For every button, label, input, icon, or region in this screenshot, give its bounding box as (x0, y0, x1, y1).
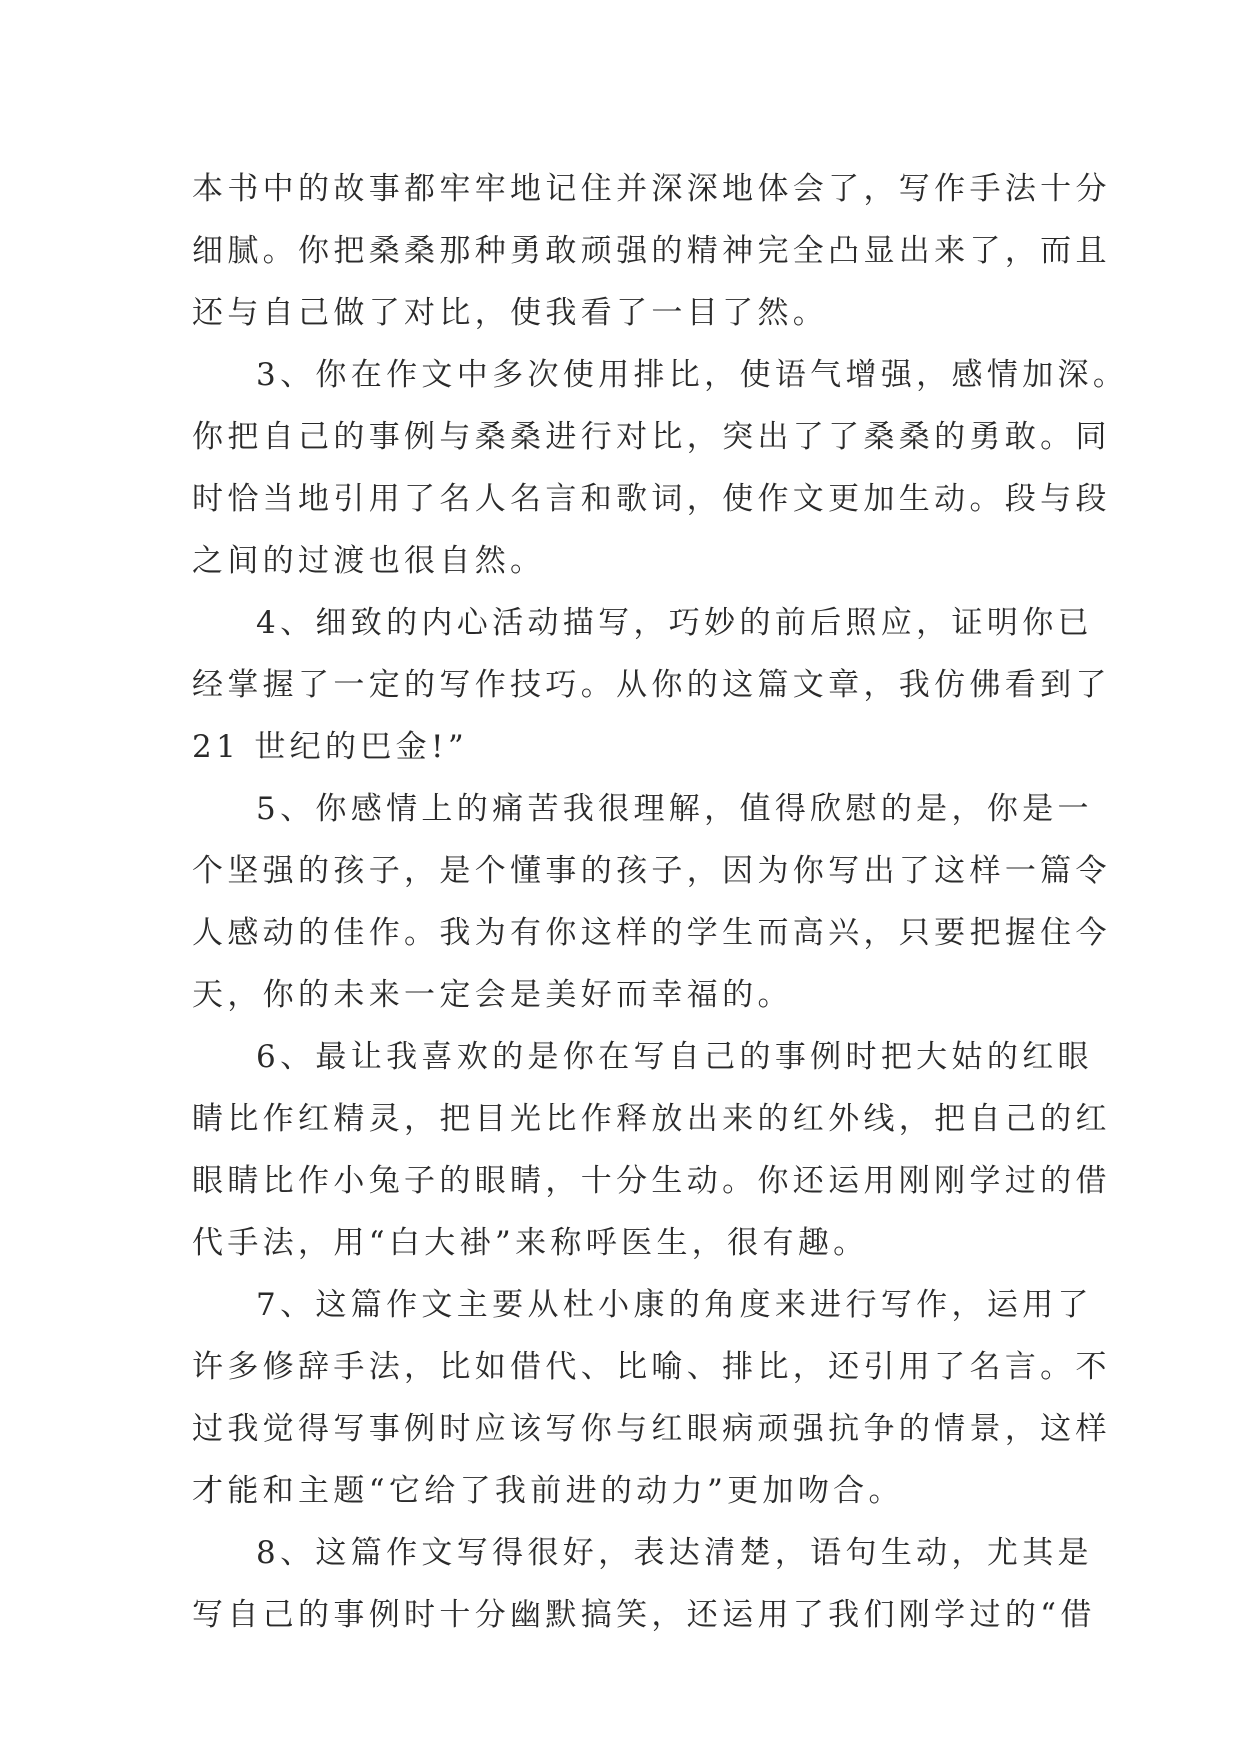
text-line: 睛比作红精灵，把目光比作释放出来的红外线，把自己的红 (192, 1101, 1111, 1137)
text-line: 本书中的故事都牢牢地记住并深深地体会了，写作手法十分 (192, 171, 1111, 207)
paragraph-4-start: 4、细致的内心活动描写，巧妙的前后照应，证明你已 (256, 605, 1093, 641)
text-line: 才能和主题“它给了我前进的动力”更加吻合。 (192, 1473, 904, 1509)
text-line: 还与自己做了对比，使我看了一目了然。 (192, 295, 829, 331)
text-line: 经掌握了一定的写作技巧。从你的这篇文章，我仿佛看到了 (192, 667, 1111, 703)
text-line: 人感动的佳作。我为有你这样的学生而高兴，只要把握住今 (192, 915, 1111, 951)
paragraph-7-start: 7、这篇作文主要从杜小康的角度来进行写作，运用了 (256, 1287, 1093, 1323)
text-line: 21 世纪的巴金!” (192, 729, 469, 765)
text-line: 你把自己的事例与桑桑进行对比，突出了了桑桑的勇敢。同 (192, 419, 1111, 455)
paragraph-8-start: 8、这篇作文写得很好，表达清楚，语句生动，尤其是 (256, 1535, 1093, 1571)
text-line: 过我觉得写事例时应该写你与红眼病顽强抗争的情景，这样 (192, 1411, 1111, 1447)
document-body (192, 158, 1129, 1646)
text-line: 细腻。你把桑桑那种勇敢顽强的精神完全凸显出来了，而且 (192, 233, 1111, 269)
paragraph-5-start: 5、你感情上的痛苦我很理解，值得欣慰的是，你是一 (256, 791, 1093, 827)
paragraph-6-start: 6、最让我喜欢的是你在写自己的事例时把大姑的红眼 (256, 1039, 1093, 1075)
text-line: 时恰当地引用了名人名言和歌词，使作文更加生动。段与段 (192, 481, 1111, 517)
text-line: 眼睛比作小兔子的眼睛，十分生动。你还运用刚刚学过的借 (192, 1163, 1111, 1199)
text-line: 之间的过渡也很自然。 (192, 543, 546, 579)
text-line: 个坚强的孩子，是个懂事的孩子，因为你写出了这样一篇令 (192, 853, 1111, 889)
text-line: 天，你的未来一定会是美好而幸福的。 (192, 977, 793, 1013)
text-line: 代手法，用“白大褂”来称呼医生，很有趣。 (192, 1225, 869, 1261)
paragraph-3-start: 3、你在作文中多次使用排比，使语气增强，感情加深。 (256, 357, 1129, 393)
text-line: 许多修辞手法，比如借代、比喻、排比，还引用了名言。不 (192, 1349, 1111, 1385)
text-line: 写自己的事例时十分幽默搞笑，还运用了我们刚学过的“借 (192, 1597, 1096, 1633)
